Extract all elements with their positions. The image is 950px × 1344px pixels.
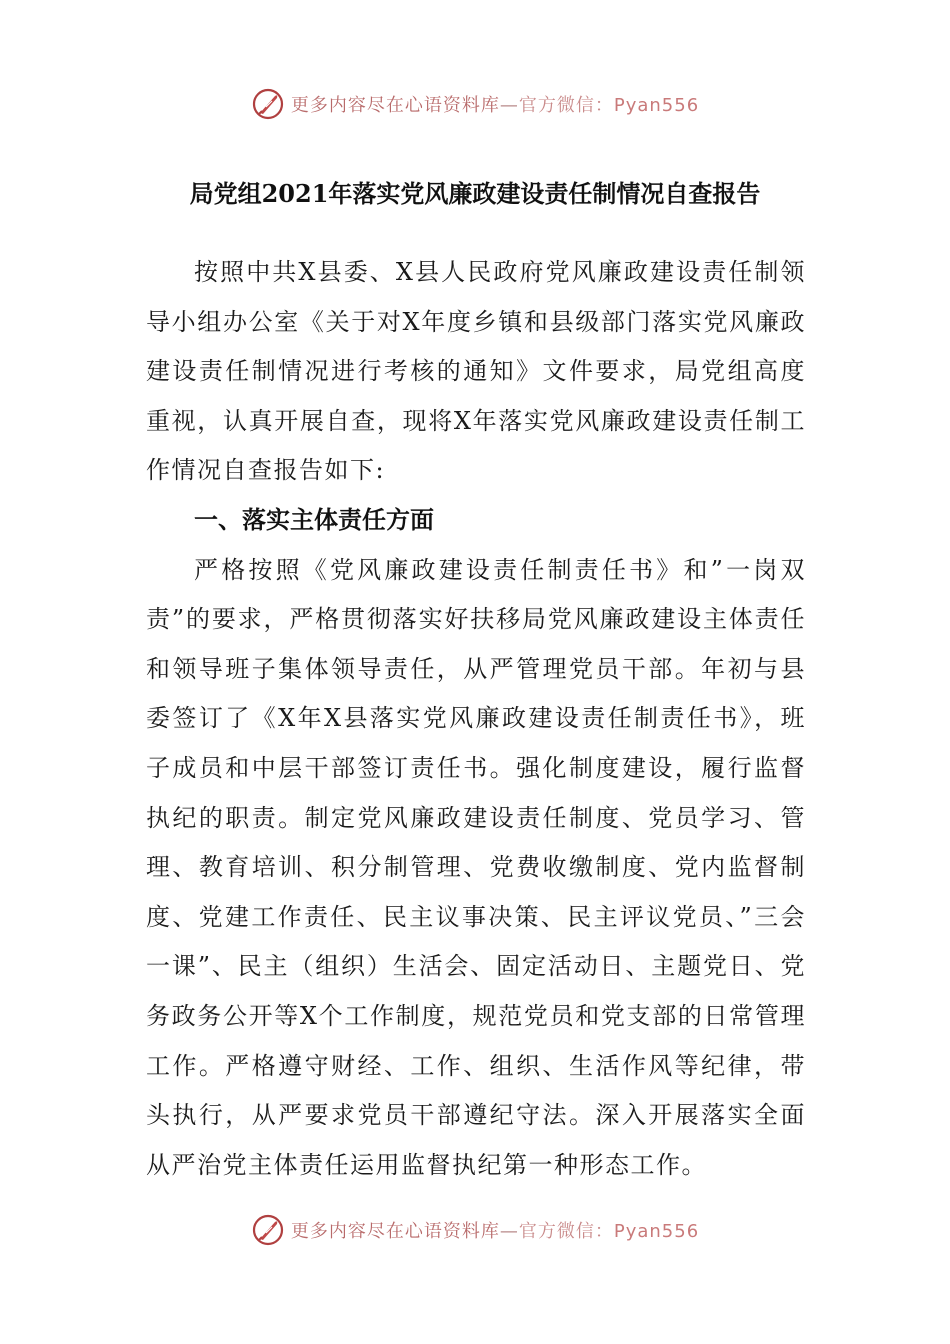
document-title: 局党组2021年落实党风廉政建设责任制情况自查报告: [189, 179, 761, 208]
quill-logo-icon: [251, 87, 285, 121]
watermark-handle: Pyan556: [613, 1221, 700, 1242]
watermark-brand: 更多内容尽在心语资料库: [290, 95, 500, 116]
watermark-text: [291, 1217, 699, 1243]
watermark-text: [291, 91, 699, 117]
intro-paragraph: 按照中共X县委、X县人民政府党风廉政建设责任制领导小组办公室《关于对X年度乡镇和县级部门落实党风廉政建设责任制情况进行考核的通知》文件要求，局党组高度重视，认真开展自查，现将X年落实党风廉政建设责任制工作情况自查报告如下:: [146, 258, 806, 485]
watermark-handle: Pyan556: [613, 95, 700, 116]
quill-logo-icon: [251, 1213, 285, 1247]
watermark-separator: —: [499, 95, 519, 116]
watermark-separator: —: [499, 1221, 519, 1242]
section-heading: 一、落实主体责任方面: [194, 505, 434, 534]
watermark-label: 官方微信：: [518, 95, 614, 116]
watermark-label: 官方微信：: [518, 1221, 614, 1242]
document-body: [146, 248, 806, 1190]
watermark-brand: 更多内容尽在心语资料库: [290, 1221, 500, 1242]
watermark-header: [0, 84, 950, 124]
section-paragraph: 严格按照《党风廉政建设责任制责任书》和”一岗双责”的要求，严格贯彻落实好扶移局党风廉政建设主体责任和领导班子集体领导责任，从严管理党员干部。年初与县委签订了《X年X县落实党风廉政建设责任制责任书》，班子成员和中层干部签订责任书。强化制度建设，履行监督执纪的职责。制定党风廉政建设责任制度、党员学习、管理、教育培训、积分制管理、党费收缴制度、党内监督制度、党建工作责任、民主议事决策、民主评议党员、”三会一课”、民主（组织）生活会、固定活动日、主题党日、党务政务公开等X个工作制度，规范党员和党支部的日常管理工作。严格遵守财经、工作、组织、生活作风等纪律，带头执行，从严要求党员干部遵纪守法。深入开展落实全面从严治党主体责任运用监督执纪第一种形态工作。: [146, 555, 806, 1179]
watermark-footer: [0, 1210, 950, 1250]
